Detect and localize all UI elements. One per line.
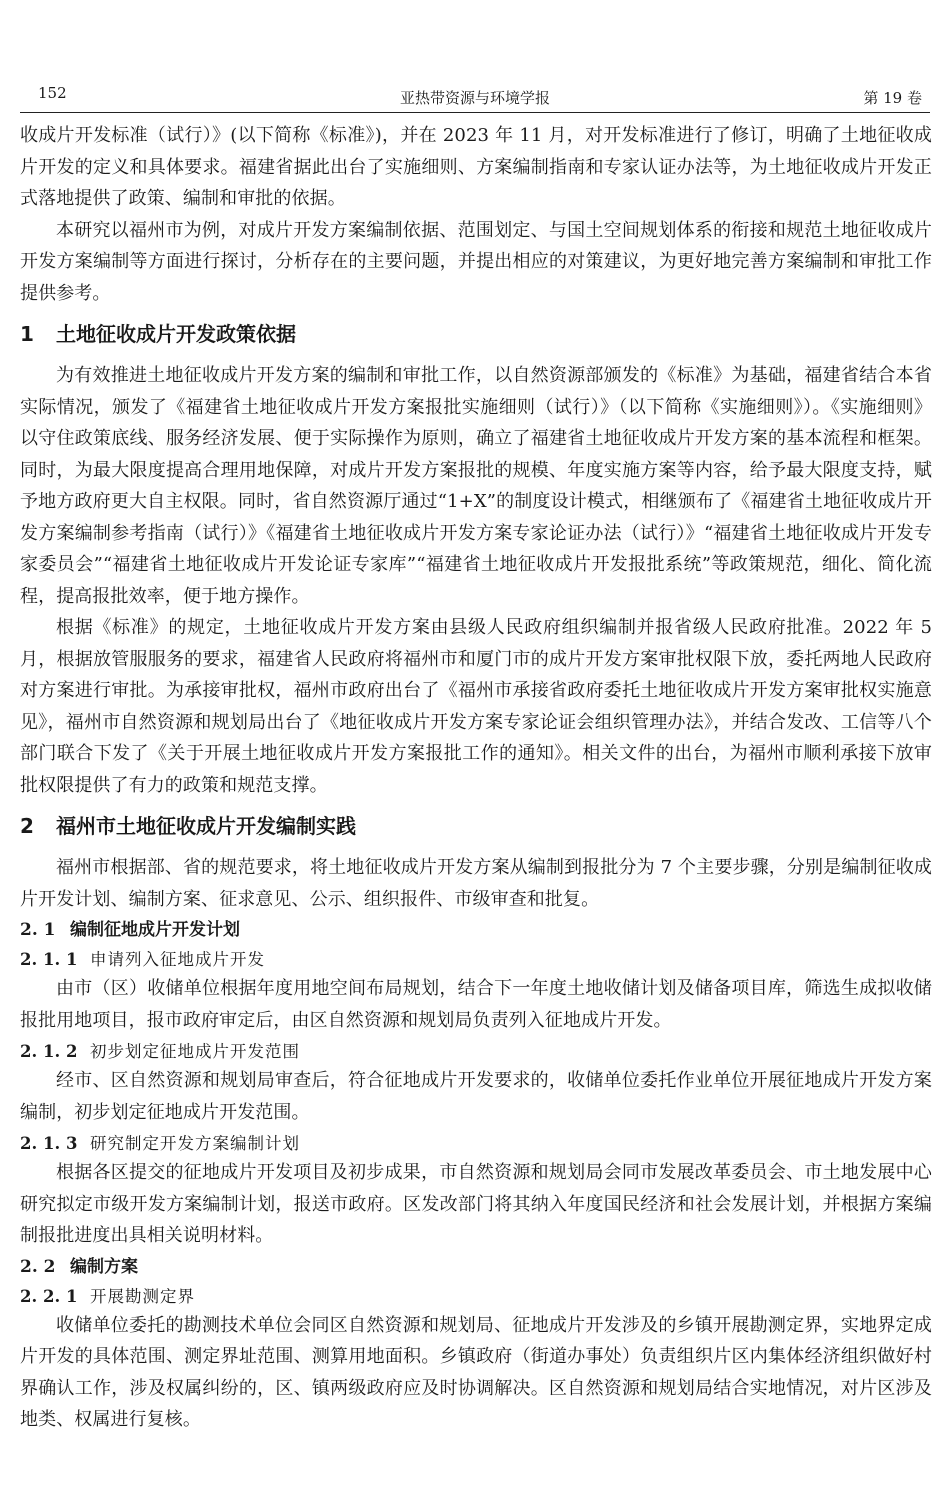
volume-label: 第 19 卷: [863, 89, 922, 107]
paragraph-continued: 收成片开发标准（试行）》(以下简称《标准》)，并在 2023 年 11 月，对开发标准进行了修订，明确了土地征收成片开发的定义和具体要求。福建省据此出台了实施细则、方案编制指南和专家认证办法等，为土地征收成片开发正式落地提供了政策、编制和审批的依据。: [20, 125, 932, 209]
subsection-number: 2. 1: [20, 920, 56, 940]
paragraph-apply-inclusion: 由市（区）收储单位根据年度用地空间布局规划，结合下一年度土地收储计划及储备项目库，筛选生成拟收储报批用地项目，报市政府审定后，由区自然资源和规划局负责列入征地成片开发。: [20, 978, 932, 1031]
paragraph-policy-basis: 为有效推进土地征收成片开发方案的编制和审批工作，以自然资源部颁发的《标准》为基础，福建省结合本省实际情况，颁发了《福建省土地征收成片开发方案报批实施细则（试行）》（以下简称《实施细则》）。《实施细则》以守住政策底线、服务经济发展、便于实际操作为原则，确立了福建省土地征收成片开发方案的基本流程和框架。同时，为最大限度提高合理用地保障，对成片开发方案报批的规模、年度实施方案等内容，给予最大限度支持，赋予地方政府更大自主权限。同时，省自然资源厅通过“1+X”的制度设计模式，相继颁布了《福建省土地征收成片开发方案编制参考指南（试行）》《福建省土地征收成片开发方案专家论证办法（试行）》“福建省土地征收成片开发专家委员会”“福建省土地征收成片开发论证专家库”“福建省土地征收成片开发报批系统”等政策规范，细化、简化流程，提高报批效率，便于地方操作。: [20, 365, 932, 607]
running-header: [20, 80, 930, 113]
section-number: 1: [20, 322, 34, 346]
subsubsection-heading-2-1-3: [20, 1130, 932, 1157]
subsubsection-title: 研究制定开发方案编制计划: [90, 1134, 300, 1153]
subsubsection-title: 开展勘测定界: [90, 1286, 195, 1306]
subsubsection-heading-2-1-2: [20, 1038, 932, 1065]
subsubsection-heading-2-2-1: [20, 1283, 932, 1310]
section-heading-2: [20, 813, 932, 839]
paragraph-approval-authority: 根据《标准》的规定，土地征收成片开发方案由县级人民政府组织编制并报省级人民政府批准。2022 年 5 月，根据放管服服务的要求，福建省人民政府将福州市和厦门市的成片开发方案审批权限下放，委托两地人民政府对方案进行审批。为承接审批权，福州市政府出台了《福州市承接省政府委托土地征收成片开发方案审批权实施意见》，福州市自然资源和规划局出台了《地征收成片开发方案专家论证会组织管理办法》，并结合发改、工信等八个部门联合下发了《关于开展土地征收成片开发方案报批工作的通知》。相关文件的出台，为福州市顺利承接下放审批权限提供了有力的政策和规范支撑。: [20, 617, 932, 796]
subsubsection-number: 2. 1. 3: [20, 1134, 78, 1153]
section-heading-1: [20, 321, 932, 347]
subsection-number: 2. 2: [20, 1256, 56, 1277]
subsubsection-heading-2-1-1: [20, 946, 932, 973]
subsection-heading-2-1: [20, 917, 932, 944]
paragraph-boundary-survey: 收储单位委托的勘测技术单位会同区自然资源和规划局、征地成片开发涉及的乡镇开展勘测定界，实地界定成片开发的具体范围、测定界址范围、测算用地面积。乡镇政府（街道办事处）负责组织片区内集体经济组织做好村界确认工作，涉及权属纠纷的，区、镇两级政府应及时协调解决。区自然资源和规划局结合实地情况，对片区涉及地类、权属进行复核。: [20, 1314, 932, 1430]
paragraph-study-intro: 本研究以福州市为例，对成片开发方案编制依据、范围划定、与国土空间规划体系的衔接和规范土地征收成片开发方案编制等方面进行探讨，分析存在的主要问题，并提出相应的对策建议，为更好地完善方案编制和审批工作提供参考。: [20, 219, 932, 304]
section-title: 土地征收成片开发政策依据: [56, 322, 296, 346]
paragraph-plan-formulation: 根据各区提交的征地成片开发项目及初步成果，市自然资源和规划局会同市发展改革委员会、市土地发展中心研究拟定市级开发方案编制计划，报送市政府。区发改部门将其纳入年度国民经济和社会发展计划，并根据方案编制报批进度出具相关说明材料。: [20, 1162, 932, 1246]
subsubsection-number: 2. 2. 1: [20, 1286, 78, 1306]
subsection-title: 编制征地成片开发计划: [70, 920, 240, 940]
subsubsection-title: 申请列入征地成片开发: [90, 950, 265, 969]
journal-title: 亚热带资源与环境学报: [399, 89, 550, 107]
subsection-heading-2-2: [20, 1254, 932, 1281]
paragraph-preliminary-scope: 经市、区自然资源和规划局审查后，符合征地成片开发要求的，收储单位委托作业单位开展征地成片开发方案编制，初步划定征地成片开发范围。: [20, 1070, 932, 1123]
subsubsection-number: 2. 1. 1: [20, 950, 78, 969]
section-number: 2: [20, 814, 34, 838]
body-text: [20, 120, 932, 1436]
page-number: 152: [38, 84, 67, 102]
subsubsection-number: 2. 1. 2: [20, 1042, 78, 1061]
paragraph-seven-steps: 福州市根据部、省的规范要求，将土地征收成片开发方案从编制到报批分为 7 个主要步骤，分别是编制征收成片开发计划、编制方案、征求意见、公示、组织报件、市级审查和批复。: [20, 857, 932, 910]
subsection-title: 编制方案: [70, 1256, 138, 1277]
section-title: 福州市土地征收成片开发编制实践: [56, 814, 356, 838]
subsubsection-title: 初步划定征地成片开发范围: [90, 1042, 300, 1061]
